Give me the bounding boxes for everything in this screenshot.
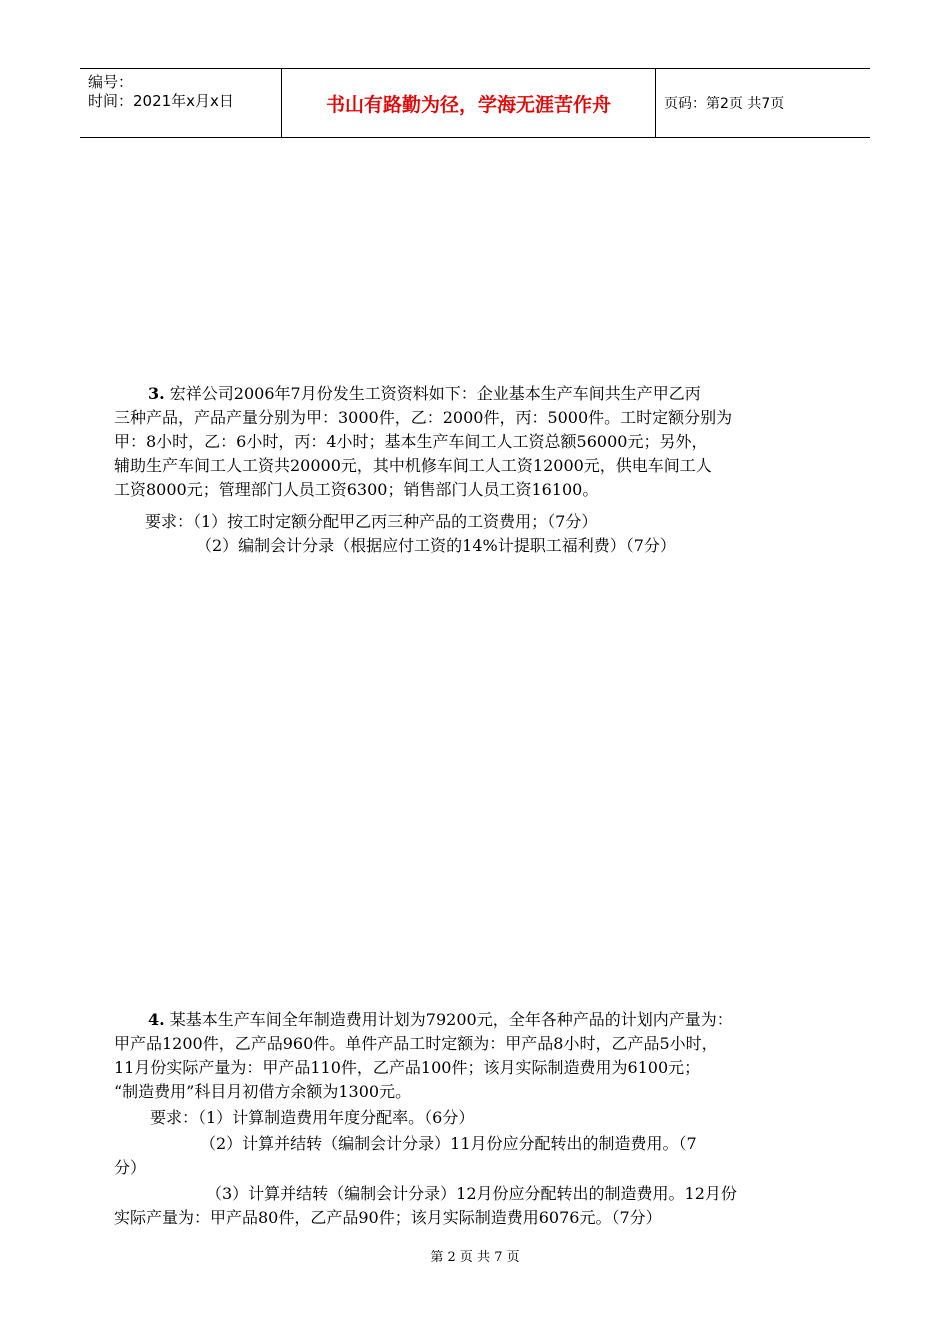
question-4-requirement-2-cont: 分） [114,1158,147,1177]
question-3-requirement-2: （2）编制会计分录（根据应付工资的14%计提职工福利费）（7分） [196,536,676,555]
question-3 [114,382,852,502]
question-4-requirement-3-cont: 实际产量为：甲产品80件，乙产品90件；该月实际制造费用6076元。（7分） [114,1208,662,1227]
header-page-info: 页码：第2页 共7页 [664,96,785,112]
question-3-line-5: 工资8000元；管理部门人员工资6300；销售部门人员工资16100。 [114,480,599,499]
document-number-label: 编号： [88,73,134,91]
question-3-line-4: 辅助生产车间工人工资共20000元，其中机修车间工人工资12000元，供电车间工人 [114,456,712,475]
question-4-requirement-2: （2）计算并结转（编制会计分录）11月份应分配转出的制造费用。（7 [200,1134,697,1153]
question-4-line-4: “制造费用”科目月初借方余额为1300元。 [114,1082,412,1101]
question-4-line-1: 4. 某基本生产车间全年制造费用计划为79200元，全年各种产品的计划内产量为： [148,1010,733,1029]
header-meta [80,69,282,137]
header-motto: 书山有路勤为径，学海无涯苦作舟 [282,69,656,137]
question-3-requirement-1: 要求：（1）按工时定额分配甲乙丙三种产品的工资费用；（7分） [145,512,598,531]
question-3-line-3: 甲：8小时，乙：6小时，丙：4小时；基本生产车间工人工资总额56000元；另外， [114,432,708,451]
question-4-requirement-1: 要求：（1）计算制造费用年度分配率。（6分） [150,1108,475,1127]
question-3-line-1: 3. 宏祥公司2006年7月份发生工资资料如下：企业基本生产车间共生产甲乙丙 [148,384,701,403]
question-3-number: 3. [148,384,165,403]
question-4-number: 4. [148,1010,165,1029]
question-4-requirement-3: （3）计算并结转（编制会计分录）12月份应分配转出的制造费用。12月份 [206,1184,737,1203]
question-4 [114,1008,852,1104]
document-date: 时间：2021年x月x日 [88,92,234,110]
question-4-line-2: 甲产品1200件，乙产品960件。单件产品工时定额为：甲产品8小时，乙产品5小时， [114,1034,718,1053]
question-3-line-2: 三种产品，产品产量分别为甲：3000件，乙：2000件，丙：5000件。工时定额分别为 [114,408,733,427]
page-header [80,68,870,138]
question-4-line-3: 11月份实际产量为：甲产品110件，乙产品100件；该月实际制造费用为6100元； [114,1058,701,1077]
page-footer: 第 2 页 共 7 页 [430,1250,520,1265]
